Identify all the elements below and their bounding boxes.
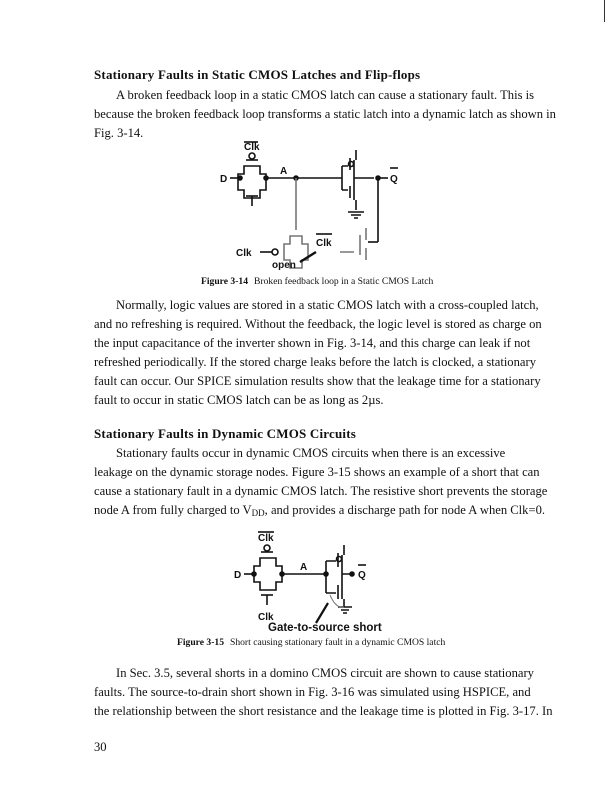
caption-number: Figure 3-14 (201, 276, 248, 287)
paragraph-line: faults. The source-to-drain short shown in Fig. 3-16 was simulated using HSPICE, and (94, 685, 531, 699)
paragraph-line (94, 503, 545, 520)
caption-number: Figure 3-15 (177, 637, 224, 648)
subscript: DD (251, 508, 265, 518)
paragraph-line: the relationship between the short resistance and the leakage time is plotted in Fig. 3-17. In (94, 704, 553, 718)
label-clk: Clk (258, 612, 274, 623)
paragraph-line: leakage on the dynamic storage nodes. Figure 3-15 shows an example of a short that can (94, 465, 540, 479)
text: node A from fully charged to V (94, 503, 252, 517)
label-d: D (234, 570, 242, 581)
figure-3-15-circuit (220, 525, 420, 625)
figure-3-15-caption (177, 637, 445, 648)
label-clk-bar: Clk (244, 142, 260, 153)
label-clk-bar: Clk (258, 533, 274, 544)
label-d: D (220, 174, 228, 185)
label-clk-bar-feedback: Clk (316, 238, 332, 249)
label-a: A (280, 166, 288, 177)
label-gate-to-source-short: Gate-to-source short (268, 622, 382, 634)
paragraph-line: In Sec. 3.5, several shorts in a domino CMOS circuit are shown to cause stationary (116, 666, 534, 680)
paragraph-line: and no refreshing is required. Without the feedback, the logic level is stored as charge on (94, 317, 542, 331)
section-heading-dynamic-circuits: Stationary Faults in Dynamic CMOS Circuits (94, 426, 357, 441)
figure-3-14-caption (201, 276, 433, 287)
paragraph-line: the input capacitance of the inverter shown in Fig. 3-14, and this charge can leak if not (94, 336, 531, 350)
caption-text: Short causing stationary fault in a dynamic CMOS latch (230, 637, 446, 648)
figure-3-14-circuit (200, 130, 440, 275)
section-heading-static-latches: Stationary Faults in Static CMOS Latches and Flip-flops (94, 67, 421, 82)
label-q-bar: Q (390, 174, 398, 185)
paragraph-line: refreshed periodically. If the stored charge leaks before the latch is clocked, a stationary (94, 355, 536, 369)
text: , and provides a discharge path for node A when Clk=0. (264, 503, 546, 517)
label-a: A (300, 562, 308, 573)
page-edge-mark (604, 0, 605, 22)
caption-text: Broken feedback loop in a Static CMOS Latch (254, 276, 434, 287)
paragraph-line: fault can occur. Our SPICE simulation results show that the leakage time for a stationary (94, 374, 541, 388)
paragraph-line: cause a stationary fault in a dynamic CMOS latch. The resistive short prevents the storage (94, 484, 548, 498)
label-q-bar: Q (358, 570, 366, 581)
paragraph-line: because the broken feedback loop transforms a static latch into a dynamic latch as shown in (94, 107, 556, 121)
label-clk: Clk (236, 248, 252, 259)
paragraph-line: Normally, logic values are stored in a static CMOS latch with a cross-coupled latch, (116, 298, 539, 312)
page-number: 30 (94, 740, 107, 754)
paragraph-line: fault to occur in static CMOS latch can be as long as 2µs. (94, 393, 384, 407)
paragraph-line: Stationary faults occur in dynamic CMOS circuits when there is an excessive (116, 446, 506, 460)
paragraph-line: A broken feedback loop in a static CMOS latch can cause a stationary fault. This is (116, 88, 535, 102)
label-open: open (272, 260, 296, 271)
paragraph-line: Fig. 3-14. (94, 126, 144, 140)
